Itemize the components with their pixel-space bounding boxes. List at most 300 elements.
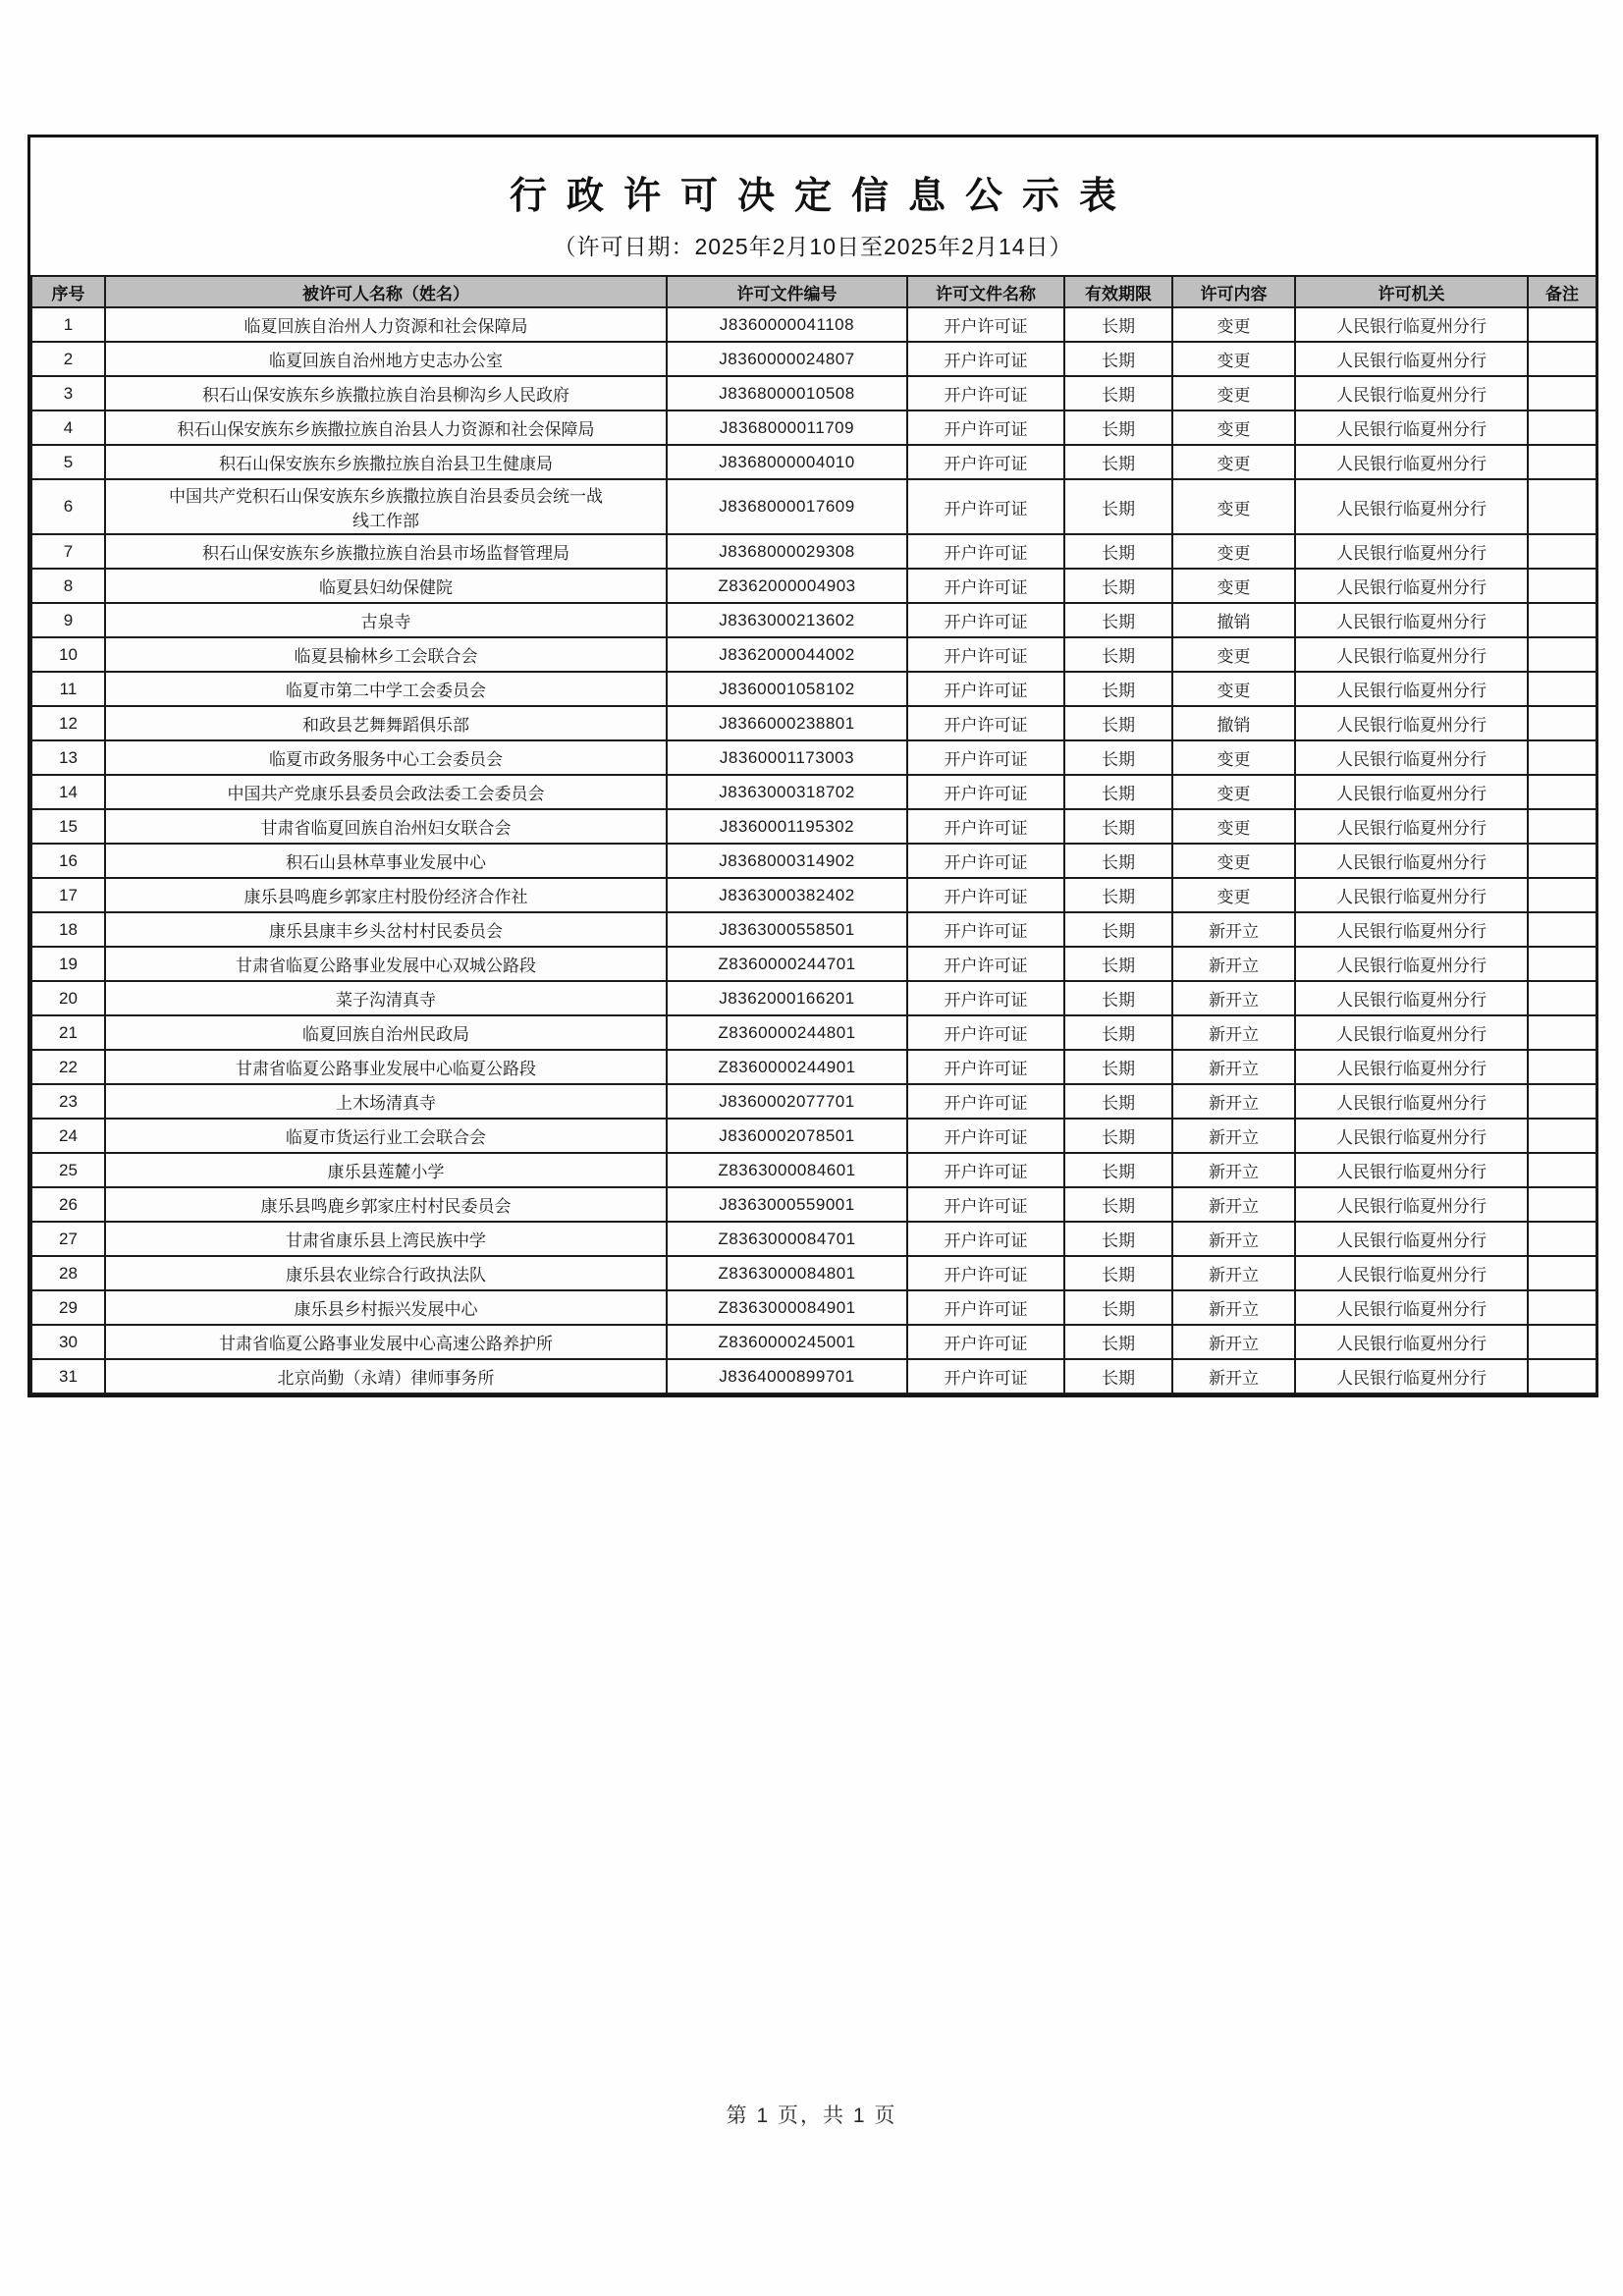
cell-doc-name: 开户许可证 [907, 637, 1064, 672]
cell-name [105, 775, 667, 809]
cell-content: 变更 [1172, 844, 1295, 878]
cell-seq: 11 [31, 672, 105, 706]
cell-name [105, 445, 667, 479]
cell-doc-name: 开户许可证 [907, 603, 1064, 637]
header-code: 许可文件编号 [667, 276, 907, 307]
cell-remark [1528, 307, 1596, 342]
licensee-name: 北京尚勤（永靖）律师事务所 [277, 1369, 495, 1388]
cell-code: J8368000017609 [667, 479, 907, 534]
cell-authority: 人民银行临夏州分行 [1295, 307, 1528, 342]
cell-authority: 人民银行临夏州分行 [1295, 912, 1528, 947]
cell-name [105, 947, 667, 981]
cell-doc-name: 开户许可证 [907, 775, 1064, 809]
cell-term: 长期 [1064, 1325, 1172, 1359]
cell-authority: 人民银行临夏州分行 [1295, 672, 1528, 706]
table-row [31, 1290, 1596, 1325]
cell-doc-name: 开户许可证 [907, 672, 1064, 706]
cell-term: 长期 [1064, 1187, 1172, 1222]
cell-name [105, 672, 667, 706]
cell-seq: 28 [31, 1256, 105, 1290]
cell-content: 变更 [1172, 534, 1295, 569]
cell-code: Z8362000004903 [667, 569, 907, 603]
cell-seq: 29 [31, 1290, 105, 1325]
cell-doc-name: 开户许可证 [907, 1153, 1064, 1187]
cell-name [105, 912, 667, 947]
cell-code: J8360001195302 [667, 809, 907, 844]
cell-content: 新开立 [1172, 1290, 1295, 1325]
cell-name [105, 637, 667, 672]
cell-doc-name: 开户许可证 [907, 809, 1064, 844]
licensee-name: 康乐县康丰乡头岔村村民委员会 [269, 922, 503, 941]
table-row [31, 376, 1596, 410]
cell-doc-name: 开户许可证 [907, 1325, 1064, 1359]
cell-content: 新开立 [1172, 1084, 1295, 1119]
cell-seq: 1 [31, 307, 105, 342]
cell-remark [1528, 1187, 1596, 1222]
cell-term: 长期 [1064, 1015, 1172, 1050]
cell-authority: 人民银行临夏州分行 [1295, 1290, 1528, 1325]
table-row [31, 479, 1596, 534]
cell-code: J8363000382402 [667, 878, 907, 912]
cell-name [105, 1015, 667, 1050]
cell-authority: 人民银行临夏州分行 [1295, 445, 1528, 479]
cell-content: 新开立 [1172, 981, 1295, 1015]
cell-code: J8360002077701 [667, 1084, 907, 1119]
cell-term: 长期 [1064, 706, 1172, 740]
cell-term: 长期 [1064, 809, 1172, 844]
cell-content: 变更 [1172, 376, 1295, 410]
cell-code: Z8360000244801 [667, 1015, 907, 1050]
cell-term: 长期 [1064, 569, 1172, 603]
cell-code: J8364000899701 [667, 1359, 907, 1394]
cell-remark [1528, 1256, 1596, 1290]
cell-doc-name: 开户许可证 [907, 1084, 1064, 1119]
cell-doc-name: 开户许可证 [907, 1222, 1064, 1256]
cell-term: 长期 [1064, 775, 1172, 809]
cell-authority: 人民银行临夏州分行 [1295, 376, 1528, 410]
licensee-name: 康乐县农业综合行政执法队 [286, 1266, 486, 1285]
licensee-name: 积石山保安族东乡族撒拉族自治县柳沟乡人民政府 [202, 386, 569, 405]
cell-code: J8362000166201 [667, 981, 907, 1015]
cell-doc-name: 开户许可证 [907, 1187, 1064, 1222]
cell-seq: 6 [31, 479, 105, 534]
cell-authority: 人民银行临夏州分行 [1295, 603, 1528, 637]
cell-name [105, 1187, 667, 1222]
cell-authority: 人民银行临夏州分行 [1295, 637, 1528, 672]
cell-authority: 人民银行临夏州分行 [1295, 1050, 1528, 1084]
licensee-name: 甘肃省康乐县上湾民族中学 [286, 1231, 486, 1250]
cell-name [105, 479, 667, 534]
cell-term: 长期 [1064, 1153, 1172, 1187]
cell-content: 撤销 [1172, 706, 1295, 740]
cell-remark [1528, 1119, 1596, 1153]
cell-name [105, 534, 667, 569]
table-row [31, 637, 1596, 672]
cell-term: 长期 [1064, 981, 1172, 1015]
cell-name [105, 981, 667, 1015]
header-content: 许可内容 [1172, 276, 1295, 307]
cell-seq: 13 [31, 740, 105, 775]
cell-authority: 人民银行临夏州分行 [1295, 1015, 1528, 1050]
header-remark: 备注 [1528, 276, 1596, 307]
cell-name [105, 410, 667, 445]
cell-content: 新开立 [1172, 1153, 1295, 1187]
cell-term: 长期 [1064, 479, 1172, 534]
cell-name [105, 844, 667, 878]
cell-doc-name: 开户许可证 [907, 947, 1064, 981]
cell-term: 长期 [1064, 1256, 1172, 1290]
cell-code: J8362000044002 [667, 637, 907, 672]
cell-remark [1528, 534, 1596, 569]
cell-seq: 27 [31, 1222, 105, 1256]
cell-doc-name: 开户许可证 [907, 1359, 1064, 1394]
cell-remark [1528, 878, 1596, 912]
cell-seq: 16 [31, 844, 105, 878]
cell-doc-name: 开户许可证 [907, 376, 1064, 410]
cell-doc-name: 开户许可证 [907, 569, 1064, 603]
cell-name [105, 569, 667, 603]
table-row [31, 1050, 1596, 1084]
cell-name [105, 1359, 667, 1394]
cell-doc-name: 开户许可证 [907, 445, 1064, 479]
cell-seq: 20 [31, 981, 105, 1015]
cell-remark [1528, 809, 1596, 844]
cell-seq: 12 [31, 706, 105, 740]
cell-code: Z8360000244701 [667, 947, 907, 981]
cell-authority: 人民银行临夏州分行 [1295, 947, 1528, 981]
cell-term: 长期 [1064, 672, 1172, 706]
cell-doc-name: 开户许可证 [907, 1256, 1064, 1290]
cell-authority: 人民银行临夏州分行 [1295, 479, 1528, 534]
cell-doc-name: 开户许可证 [907, 1119, 1064, 1153]
cell-name [105, 1084, 667, 1119]
licensee-name: 临夏市第二中学工会委员会 [286, 682, 486, 700]
licensee-name: 甘肃省临夏回族自治州妇女联合会 [260, 819, 512, 838]
licensee-name: 古泉寺 [360, 613, 411, 631]
cell-remark [1528, 912, 1596, 947]
cell-content: 新开立 [1172, 912, 1295, 947]
table-body [31, 307, 1596, 1394]
table-row [31, 1222, 1596, 1256]
cell-remark [1528, 1015, 1596, 1050]
licensee-name: 临夏市政务服务中心工会委员会 [269, 750, 503, 769]
cell-content: 变更 [1172, 445, 1295, 479]
cell-seq: 17 [31, 878, 105, 912]
licensee-name: 甘肃省临夏公路事业发展中心双城公路段 [236, 957, 536, 975]
licensee-name: 和政县艺舞舞蹈俱乐部 [302, 716, 469, 735]
cell-content: 变更 [1172, 410, 1295, 445]
table-row [31, 1153, 1596, 1187]
cell-code: J8368000314902 [667, 844, 907, 878]
table-row [31, 706, 1596, 740]
cell-name [105, 1153, 667, 1187]
cell-doc-name: 开户许可证 [907, 878, 1064, 912]
cell-content: 新开立 [1172, 1050, 1295, 1084]
table-row [31, 410, 1596, 445]
licensee-name: 康乐县乡村振兴发展中心 [294, 1300, 478, 1319]
cell-authority: 人民银行临夏州分行 [1295, 342, 1528, 376]
cell-content: 新开立 [1172, 1325, 1295, 1359]
table-row [31, 534, 1596, 569]
title-block [30, 137, 1596, 261]
cell-term: 长期 [1064, 445, 1172, 479]
cell-code: J8363000318702 [667, 775, 907, 809]
cell-code: J8360001058102 [667, 672, 907, 706]
cell-seq: 10 [31, 637, 105, 672]
licensee-name: 甘肃省临夏公路事业发展中心临夏公路段 [236, 1060, 536, 1078]
cell-remark [1528, 844, 1596, 878]
page-subtitle: （许可日期：2025年2月10日至2025年2月14日） [553, 234, 1073, 259]
licensee-name: 临夏回族自治州人力资源和社会保障局 [243, 317, 528, 336]
cell-code: J8360000041108 [667, 307, 907, 342]
cell-content: 变更 [1172, 775, 1295, 809]
header-term: 有效期限 [1064, 276, 1172, 307]
cell-code: J8363000558501 [667, 912, 907, 947]
page-title: 行政许可决定信息公示表 [509, 176, 1136, 217]
cell-remark [1528, 569, 1596, 603]
cell-content: 新开立 [1172, 1119, 1295, 1153]
licensee-name: 中国共产党积石山保安族东乡族撒拉族自治县委员会统一战线工作部 [169, 487, 603, 530]
cell-doc-name: 开户许可证 [907, 534, 1064, 569]
licensee-name: 菜子沟清真寺 [336, 991, 436, 1010]
cell-term: 长期 [1064, 637, 1172, 672]
cell-seq: 22 [31, 1050, 105, 1084]
cell-seq: 25 [31, 1153, 105, 1187]
cell-seq: 3 [31, 376, 105, 410]
cell-code: J8366000238801 [667, 706, 907, 740]
cell-authority: 人民银行临夏州分行 [1295, 534, 1528, 569]
cell-remark [1528, 410, 1596, 445]
cell-authority: 人民银行临夏州分行 [1295, 1256, 1528, 1290]
cell-authority: 人民银行临夏州分行 [1295, 981, 1528, 1015]
cell-seq: 5 [31, 445, 105, 479]
cell-content: 变更 [1172, 878, 1295, 912]
cell-doc-name: 开户许可证 [907, 307, 1064, 342]
cell-code: J8368000011709 [667, 410, 907, 445]
cell-authority: 人民银行临夏州分行 [1295, 1187, 1528, 1222]
cell-name [105, 1290, 667, 1325]
cell-code: J8368000004010 [667, 445, 907, 479]
cell-authority: 人民银行临夏州分行 [1295, 878, 1528, 912]
cell-authority: 人民银行临夏州分行 [1295, 1084, 1528, 1119]
cell-content: 变更 [1172, 307, 1295, 342]
cell-authority: 人民银行临夏州分行 [1295, 569, 1528, 603]
table-row [31, 342, 1596, 376]
cell-doc-name: 开户许可证 [907, 740, 1064, 775]
cell-name [105, 1325, 667, 1359]
cell-code: Z8363000084801 [667, 1256, 907, 1290]
cell-seq: 30 [31, 1325, 105, 1359]
cell-name [105, 1222, 667, 1256]
table-row [31, 1015, 1596, 1050]
cell-authority: 人民银行临夏州分行 [1295, 844, 1528, 878]
cell-doc-name: 开户许可证 [907, 1050, 1064, 1084]
cell-remark [1528, 1359, 1596, 1394]
table-row [31, 1256, 1596, 1290]
cell-term: 长期 [1064, 376, 1172, 410]
header-name: 被许可人名称（姓名） [105, 276, 667, 307]
cell-term: 长期 [1064, 740, 1172, 775]
cell-content: 变更 [1172, 479, 1295, 534]
cell-authority: 人民银行临夏州分行 [1295, 706, 1528, 740]
cell-remark [1528, 342, 1596, 376]
cell-content: 新开立 [1172, 1222, 1295, 1256]
cell-code: J8363000559001 [667, 1187, 907, 1222]
cell-doc-name: 开户许可证 [907, 410, 1064, 445]
cell-content: 变更 [1172, 740, 1295, 775]
page-number-footer: 第 1 页，共 1 页 [726, 2105, 897, 2127]
cell-content: 新开立 [1172, 1256, 1295, 1290]
cell-remark [1528, 947, 1596, 981]
cell-seq: 14 [31, 775, 105, 809]
cell-term: 长期 [1064, 1050, 1172, 1084]
cell-name [105, 809, 667, 844]
licensee-name: 积石山保安族东乡族撒拉族自治县人力资源和社会保障局 [177, 420, 595, 439]
cell-seq: 19 [31, 947, 105, 981]
cell-content: 新开立 [1172, 1015, 1295, 1050]
cell-authority: 人民银行临夏州分行 [1295, 1325, 1528, 1359]
cell-content: 变更 [1172, 569, 1295, 603]
table-row [31, 844, 1596, 878]
cell-doc-name: 开户许可证 [907, 706, 1064, 740]
cell-doc-name: 开户许可证 [907, 981, 1064, 1015]
cell-seq: 2 [31, 342, 105, 376]
licensee-name: 临夏回族自治州地方史志办公室 [269, 352, 503, 370]
cell-remark [1528, 376, 1596, 410]
cell-seq: 8 [31, 569, 105, 603]
cell-doc-name: 开户许可证 [907, 479, 1064, 534]
table-row [31, 981, 1596, 1015]
cell-doc-name: 开户许可证 [907, 342, 1064, 376]
cell-code: Z8363000084601 [667, 1153, 907, 1187]
licensee-name: 上木场清真寺 [336, 1094, 436, 1113]
cell-remark [1528, 445, 1596, 479]
cell-content: 撤销 [1172, 603, 1295, 637]
cell-remark [1528, 1290, 1596, 1325]
cell-code: J8368000010508 [667, 376, 907, 410]
cell-remark [1528, 1084, 1596, 1119]
cell-term: 长期 [1064, 603, 1172, 637]
cell-term: 长期 [1064, 307, 1172, 342]
cell-remark [1528, 1325, 1596, 1359]
cell-seq: 15 [31, 809, 105, 844]
cell-term: 长期 [1064, 1290, 1172, 1325]
table-row [31, 445, 1596, 479]
cell-remark [1528, 672, 1596, 706]
licensee-name: 康乐县莲麓小学 [327, 1163, 445, 1181]
licensee-name: 临夏回族自治州民政局 [302, 1025, 469, 1044]
cell-content: 新开立 [1172, 947, 1295, 981]
cell-term: 长期 [1064, 1222, 1172, 1256]
table-row [31, 1359, 1596, 1394]
table-row [31, 1187, 1596, 1222]
cell-name [105, 1256, 667, 1290]
cell-content: 变更 [1172, 637, 1295, 672]
permit-table [30, 275, 1597, 1394]
table-row [31, 307, 1596, 342]
cell-doc-name: 开户许可证 [907, 844, 1064, 878]
document-frame [27, 135, 1598, 1397]
cell-seq: 9 [31, 603, 105, 637]
cell-name [105, 603, 667, 637]
licensee-name: 积石山县林草事业发展中心 [286, 853, 486, 872]
cell-remark [1528, 740, 1596, 775]
cell-code: J8360001173003 [667, 740, 907, 775]
cell-name [105, 376, 667, 410]
cell-name [105, 740, 667, 775]
cell-authority: 人民银行临夏州分行 [1295, 1222, 1528, 1256]
cell-code: J8363000213602 [667, 603, 907, 637]
cell-remark [1528, 706, 1596, 740]
cell-seq: 24 [31, 1119, 105, 1153]
cell-content: 变更 [1172, 809, 1295, 844]
licensee-name: 积石山保安族东乡族撒拉族自治县市场监督管理局 [202, 544, 569, 563]
licensee-name: 临夏县妇幼保健院 [319, 578, 453, 597]
cell-remark [1528, 603, 1596, 637]
cell-remark [1528, 775, 1596, 809]
header-seq: 序号 [31, 276, 105, 307]
cell-seq: 4 [31, 410, 105, 445]
cell-authority: 人民银行临夏州分行 [1295, 1119, 1528, 1153]
cell-doc-name: 开户许可证 [907, 1290, 1064, 1325]
table-row [31, 740, 1596, 775]
cell-code: J8360000024807 [667, 342, 907, 376]
cell-content: 变更 [1172, 672, 1295, 706]
table-row [31, 775, 1596, 809]
table-row [31, 947, 1596, 981]
cell-term: 长期 [1064, 1084, 1172, 1119]
cell-content: 新开立 [1172, 1359, 1295, 1394]
cell-code: Z8363000084701 [667, 1222, 907, 1256]
cell-remark [1528, 981, 1596, 1015]
licensee-name: 甘肃省临夏公路事业发展中心高速公路养护所 [219, 1335, 553, 1353]
licensee-name: 中国共产党康乐县委员会政法委工会委员会 [227, 785, 545, 803]
cell-remark [1528, 637, 1596, 672]
header-authority: 许可机关 [1295, 276, 1528, 307]
cell-name [105, 1050, 667, 1084]
cell-name [105, 307, 667, 342]
cell-term: 长期 [1064, 410, 1172, 445]
cell-seq: 7 [31, 534, 105, 569]
cell-term: 长期 [1064, 878, 1172, 912]
cell-content: 变更 [1172, 342, 1295, 376]
table-row [31, 672, 1596, 706]
cell-code: Z8360000245001 [667, 1325, 907, 1359]
cell-authority: 人民银行临夏州分行 [1295, 410, 1528, 445]
table-header-row [31, 276, 1596, 307]
table-row [31, 1119, 1596, 1153]
table-row [31, 809, 1596, 844]
cell-seq: 26 [31, 1187, 105, 1222]
cell-term: 长期 [1064, 534, 1172, 569]
cell-authority: 人民银行临夏州分行 [1295, 1359, 1528, 1394]
cell-code: Z8360000244901 [667, 1050, 907, 1084]
cell-authority: 人民银行临夏州分行 [1295, 809, 1528, 844]
licensee-name: 康乐县鸣鹿乡郭家庄村村民委员会 [260, 1197, 512, 1216]
cell-remark [1528, 1222, 1596, 1256]
cell-authority: 人民银行临夏州分行 [1295, 1153, 1528, 1187]
cell-name [105, 706, 667, 740]
cell-term: 长期 [1064, 342, 1172, 376]
table-row [31, 878, 1596, 912]
table-row [31, 912, 1596, 947]
cell-seq: 31 [31, 1359, 105, 1394]
cell-term: 长期 [1064, 947, 1172, 981]
cell-seq: 21 [31, 1015, 105, 1050]
table-row [31, 1325, 1596, 1359]
cell-remark [1528, 1153, 1596, 1187]
cell-name [105, 342, 667, 376]
